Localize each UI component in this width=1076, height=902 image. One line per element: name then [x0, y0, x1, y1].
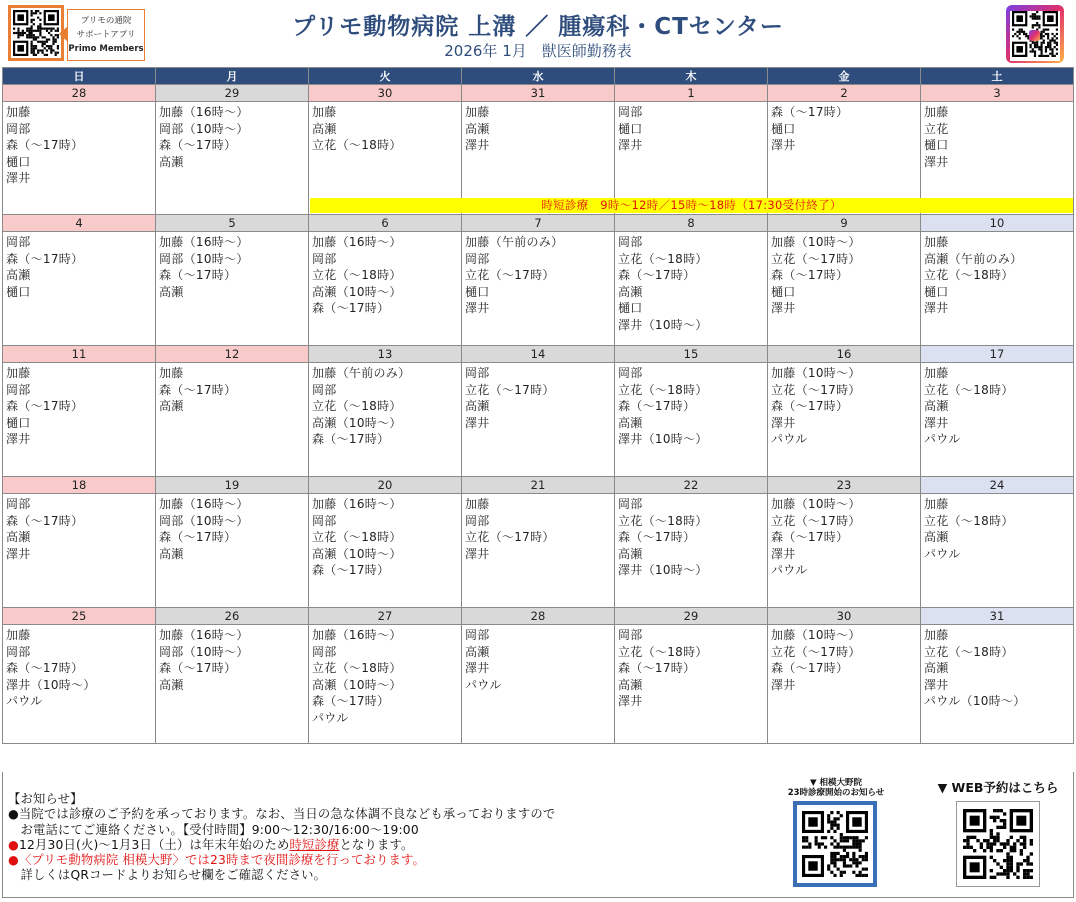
qr-code-icon: [13, 10, 59, 56]
night-clinic-notice: 〈プリモ動物病院 相模大野〉では23時まで夜間診療を行っております。: [18, 853, 426, 868]
weekday-header: 土: [921, 68, 1074, 85]
staff-cell: [615, 363, 768, 477]
staff-entry: 岡部: [618, 366, 643, 380]
weekday-header-row: [3, 68, 1074, 85]
staff-entry: 立花（〜18時）: [312, 530, 402, 544]
staff-cell: [156, 102, 309, 215]
date-cell: 29: [615, 608, 768, 625]
staff-entry: 澤井: [6, 432, 31, 446]
staff-entry: 立花（〜18時）: [924, 268, 1014, 282]
instagram-qr-code[interactable]: [1006, 5, 1064, 63]
staff-entry: 岡部（10時〜）: [159, 644, 249, 659]
staff-entry: 澤井: [924, 301, 949, 315]
staff-entry: 高瀬: [618, 415, 643, 430]
staff-entry: 澤井: [465, 301, 490, 315]
staff-entry: パウル: [771, 563, 808, 577]
staff-entry: 高瀬: [618, 284, 643, 299]
notice-heading: 【お知らせ】: [8, 792, 83, 806]
date-cell: 24: [921, 477, 1074, 494]
staff-cell: [3, 625, 156, 744]
staff-entry: 高瀬: [465, 399, 490, 413]
date-row: [3, 477, 1074, 494]
staff-entry: 樋口: [6, 284, 31, 299]
staff-entry: 加藤（16時〜）: [159, 105, 249, 119]
staff-row: [3, 625, 1074, 744]
staff-cell: [3, 102, 156, 215]
staff-entry: 加藤（16時〜）: [159, 497, 249, 511]
staff-entry: 岡部: [6, 644, 31, 659]
staff-entry: 加藤: [924, 366, 949, 380]
date-cell: 25: [3, 608, 156, 625]
staff-entry: 加藤: [159, 366, 184, 380]
staff-entry: 森（〜17時）: [618, 661, 696, 675]
staff-entry: 加藤（10時〜）: [771, 628, 861, 642]
weekday-header: 火: [309, 68, 462, 85]
web-booking-caption: ▼ WEB予約はこちら: [937, 780, 1059, 795]
staff-entry: 澤井: [771, 138, 796, 152]
date-cell: 3: [921, 85, 1074, 102]
date-cell: 13: [309, 346, 462, 363]
staff-entry: 樋口: [771, 284, 796, 299]
date-row: [3, 608, 1074, 625]
date-cell: 27: [309, 608, 462, 625]
staff-entry: 加藤（16時〜）: [312, 628, 402, 642]
staff-entry: 樋口: [465, 284, 490, 299]
date-cell: 31: [462, 85, 615, 102]
date-row: [3, 215, 1074, 232]
date-cell: 28: [3, 85, 156, 102]
staff-entry: 森（〜17時）: [771, 105, 849, 119]
staff-cell: [309, 232, 462, 346]
staff-cell: [615, 494, 768, 608]
date-cell: 28: [462, 608, 615, 625]
staff-entry: 森（〜17時）: [159, 138, 237, 152]
notice-line: 詳しくはQRコードよりお知らせ欄をご確認ください。: [8, 868, 327, 883]
staff-entry: 加藤（午前のみ）: [312, 366, 411, 380]
staff-entry: 岡部: [618, 105, 643, 119]
staff-entry: 高瀬: [618, 546, 643, 561]
staff-entry: 森（〜17時）: [618, 399, 696, 413]
staff-cell: [3, 363, 156, 477]
staff-entry: 岡部: [465, 628, 490, 642]
staff-cell: [921, 232, 1074, 346]
date-cell: 22: [615, 477, 768, 494]
date-cell: 23: [768, 477, 921, 494]
staff-entry: 高瀬（10時〜）: [312, 546, 402, 561]
instagram-icon: [1029, 30, 1040, 41]
staff-entry: 樋口: [6, 154, 31, 169]
date-cell: 26: [156, 608, 309, 625]
date-cell: 1: [615, 85, 768, 102]
staff-entry: 高瀬: [6, 268, 31, 282]
weekday-header: 木: [615, 68, 768, 85]
staff-entry: 森（〜17時）: [6, 661, 84, 675]
sagami-qr-code[interactable]: [793, 801, 877, 887]
staff-entry: 森（〜17時）: [159, 661, 237, 675]
date-cell: 10: [921, 215, 1074, 232]
date-cell: 30: [768, 608, 921, 625]
bullet: ●: [8, 853, 19, 868]
staff-entry: 岡部（10時〜）: [159, 121, 249, 136]
staff-entry: 岡部（10時〜）: [159, 513, 249, 528]
staff-entry: 澤井（10時〜）: [6, 677, 96, 692]
staff-entry: 加藤: [6, 105, 31, 119]
date-cell: 29: [156, 85, 309, 102]
date-cell: 20: [309, 477, 462, 494]
date-cell: 11: [3, 346, 156, 363]
weekday-header: 金: [768, 68, 921, 85]
staff-entry: 森（〜17時）: [6, 513, 84, 528]
date-cell: 7: [462, 215, 615, 232]
date-cell: 30: [309, 85, 462, 102]
staff-cell: [156, 625, 309, 744]
app-label: [67, 9, 145, 61]
staff-entry: パウル: [771, 432, 808, 446]
sagami-caption-line2: 23時診療開始のお知らせ: [787, 788, 885, 798]
staff-entry: 森（〜17時）: [6, 251, 84, 266]
staff-entry: 森（〜17時）: [771, 399, 849, 413]
staff-cell: [309, 625, 462, 744]
staff-entry: 立花（〜18時）: [618, 513, 708, 528]
staff-entry: 高瀬: [159, 677, 184, 692]
staff-entry: 立花: [924, 121, 949, 136]
staff-entry: 高瀬: [312, 121, 337, 136]
staff-entry: 加藤（午前のみ）: [465, 235, 564, 249]
staff-entry: パウル: [465, 677, 502, 692]
sagami-qr-caption: [776, 778, 896, 798]
staff-entry: 澤井: [6, 546, 31, 561]
staff-cell: [768, 494, 921, 608]
staff-entry: 高瀬: [465, 121, 490, 136]
app-label-line3: Primo Members: [68, 44, 144, 54]
date-cell: 8: [615, 215, 768, 232]
duty-calendar: [2, 67, 1074, 744]
staff-entry: 樋口: [6, 415, 31, 430]
staff-entry: 加藤: [924, 105, 949, 119]
staff-entry: 樋口: [924, 284, 949, 299]
staff-entry: 加藤: [924, 497, 949, 511]
staff-cell: [462, 232, 615, 346]
staff-entry: 立花（〜17時）: [771, 644, 861, 659]
staff-entry: 高瀬: [6, 530, 31, 544]
date-cell: 2: [768, 85, 921, 102]
staff-cell: [921, 494, 1074, 608]
staff-entry: 岡部: [618, 628, 643, 642]
staff-entry: 澤井: [924, 677, 949, 692]
staff-entry: 高瀬: [618, 677, 643, 692]
staff-entry: 澤井（10時〜）: [618, 432, 708, 446]
staff-entry: 立花（〜17時）: [771, 382, 861, 397]
staff-entry: 立花（〜18時）: [312, 661, 402, 675]
staff-entry: 立花（〜18時）: [924, 644, 1014, 659]
staff-entry: 澤井: [924, 154, 949, 169]
staff-cell: [768, 625, 921, 744]
staff-entry: 澤井（10時〜）: [618, 563, 708, 577]
staff-entry: 加藤（16時〜）: [159, 628, 249, 642]
qr-code-icon: [802, 811, 868, 877]
staff-entry: 岡部: [6, 497, 31, 511]
staff-entry: パウル: [924, 546, 961, 561]
staff-entry: 高瀬: [159, 399, 184, 413]
staff-entry: 澤井: [618, 694, 643, 708]
weekday-header: 日: [3, 68, 156, 85]
staff-entry: 立花（〜17時）: [771, 513, 861, 528]
staff-entry: 高瀬: [465, 644, 490, 659]
staff-entry: 立花（〜18時）: [924, 382, 1014, 397]
staff-cell: [3, 494, 156, 608]
staff-entry: 高瀬: [924, 661, 949, 675]
staff-cell: [462, 363, 615, 477]
staff-entry: 岡部: [465, 513, 490, 528]
staff-entry: 澤井: [465, 415, 490, 430]
date-row: [3, 346, 1074, 363]
staff-entry: 岡部: [312, 251, 337, 266]
page-title: プリモ動物病院 上溝 ／ 腫瘍科・CTセンター: [292, 14, 784, 40]
staff-entry: 高瀬: [159, 546, 184, 561]
app-qr-code[interactable]: [8, 5, 64, 61]
staff-entry: 岡部: [618, 497, 643, 511]
app-label-line1: プリモの通院: [80, 16, 132, 26]
date-cell: 15: [615, 346, 768, 363]
staff-cell: [309, 363, 462, 477]
staff-entry: 岡部: [312, 644, 337, 659]
staff-entry: 加藤: [465, 105, 490, 119]
staff-entry: 森（〜17時）: [312, 694, 390, 708]
staff-entry: 加藤（10時〜）: [771, 366, 861, 380]
staff-entry: 立花（〜18時）: [924, 513, 1014, 528]
staff-entry: 森（〜17時）: [159, 530, 237, 544]
staff-entry: 加藤: [6, 628, 31, 642]
staff-entry: 高瀬: [159, 284, 184, 299]
notice-line: ●当院では診療のご予約を承っております。なお、当日の急な体調不良なども承っておりますので: [8, 807, 556, 822]
staff-cell: [462, 625, 615, 744]
staff-entry: 高瀬: [924, 530, 949, 544]
staff-entry: 立花（〜17時）: [771, 251, 861, 266]
staff-entry: 加藤（10時〜）: [771, 497, 861, 511]
staff-row: [3, 494, 1074, 608]
notice-line: [8, 838, 555, 853]
staff-cell: [156, 232, 309, 346]
staff-cell: [768, 363, 921, 477]
date-cell: 21: [462, 477, 615, 494]
staff-entry: 岡部: [6, 235, 31, 249]
staff-entry: 高瀬: [924, 399, 949, 413]
page-subtitle: 2026年 1月 獣医師勤務表: [444, 42, 632, 60]
staff-entry: 岡部: [618, 235, 643, 249]
app-label-line2: サポートアプリ: [76, 30, 136, 40]
date-cell: 4: [3, 215, 156, 232]
staff-entry: 加藤（10時〜）: [771, 235, 861, 249]
staff-entry: 立花（〜17時）: [465, 268, 555, 282]
staff-entry: 立花（〜18時）: [618, 644, 708, 659]
staff-cell: [3, 232, 156, 346]
staff-entry: 高瀬（午前のみ）: [924, 251, 1023, 266]
weekday-header: 月: [156, 68, 309, 85]
staff-entry: 岡部: [6, 382, 31, 397]
staff-entry: 澤井: [771, 677, 796, 692]
staff-cell: [462, 494, 615, 608]
staff-entry: 樋口: [618, 301, 643, 315]
qr-code-icon: [963, 809, 1033, 879]
staff-entry: パウル: [312, 710, 349, 725]
staff-entry: 岡部: [6, 121, 31, 136]
notice-line: [8, 853, 555, 868]
staff-cell: [309, 494, 462, 608]
staff-entry: 森（〜17時）: [618, 268, 696, 282]
date-cell: 19: [156, 477, 309, 494]
staff-entry: 加藤（16時〜）: [159, 235, 249, 249]
date-cell: 17: [921, 346, 1074, 363]
date-row: [3, 85, 1074, 102]
staff-entry: 立花（〜17時）: [465, 382, 555, 397]
date-cell: 6: [309, 215, 462, 232]
staff-entry: 森（〜17時）: [312, 432, 390, 446]
staff-entry: 加藤: [924, 235, 949, 249]
staff-entry: 立花（〜18時）: [618, 251, 708, 266]
short-hours-banner: 時短診療 9時〜12時／15時〜18時（17:30受付終了）: [310, 198, 1073, 213]
bullet: ●: [8, 837, 19, 852]
staff-entry: 森（〜17時）: [6, 399, 84, 413]
staff-cell: [921, 625, 1074, 744]
staff-entry: 樋口: [618, 121, 643, 136]
staff-entry: パウル: [6, 694, 43, 708]
staff-entry: 樋口: [771, 121, 796, 136]
staff-entry: 森（〜17時）: [618, 530, 696, 544]
staff-entry: 森（〜17時）: [771, 661, 849, 675]
date-cell: 14: [462, 346, 615, 363]
weekday-header: 水: [462, 68, 615, 85]
notice-text: となります。: [339, 837, 414, 852]
staff-entry: 岡部: [465, 366, 490, 380]
staff-entry: 高瀬（10時〜）: [312, 415, 402, 430]
staff-cell: [615, 232, 768, 346]
staff-entry: 澤井: [6, 171, 31, 185]
staff-cell: [156, 363, 309, 477]
date-cell: 5: [156, 215, 309, 232]
sagami-caption-line1: ▼ 相模大野院: [810, 778, 862, 788]
date-cell: 16: [768, 346, 921, 363]
staff-entry: 高瀬: [159, 154, 184, 169]
staff-entry: 立花（〜18時）: [618, 382, 708, 397]
staff-entry: 澤井: [465, 661, 490, 675]
staff-cell: [768, 232, 921, 346]
staff-entry: パウル: [924, 432, 961, 446]
date-cell: 18: [3, 477, 156, 494]
staff-entry: 澤井: [771, 301, 796, 315]
staff-entry: 立花（〜18時）: [312, 138, 402, 152]
date-cell: 9: [768, 215, 921, 232]
web-booking-qr-code[interactable]: [956, 801, 1040, 887]
staff-entry: 森（〜17時）: [159, 382, 237, 397]
staff-cell: [615, 625, 768, 744]
staff-entry: 森（〜17時）: [312, 563, 390, 577]
staff-entry: 加藤: [6, 366, 31, 380]
staff-entry: 森（〜17時）: [771, 530, 849, 544]
staff-entry: 加藤（16時〜）: [312, 235, 402, 249]
staff-entry: 岡部（10時〜）: [159, 251, 249, 266]
staff-entry: 澤井: [771, 546, 796, 561]
staff-entry: 澤井: [618, 138, 643, 152]
staff-entry: 加藤（16時〜）: [312, 497, 402, 511]
staff-entry: 加藤: [312, 105, 337, 119]
staff-entry: 加藤: [465, 497, 490, 511]
notice-line: お電話にてご連絡ください。【受付時間】9:00〜12:30/16:00〜19:00: [8, 822, 419, 837]
staff-entry: 澤井: [771, 415, 796, 430]
staff-entry: 森（〜17時）: [6, 138, 84, 152]
notice-text: 12月30日(火)〜1月3日（土）は年末年始のため: [18, 837, 290, 852]
staff-entry: 森（〜17時）: [159, 268, 237, 282]
staff-entry: パウル（10時〜）: [924, 694, 1026, 708]
staff-entry: 岡部: [465, 251, 490, 266]
staff-entry: 澤井（10時〜）: [618, 317, 708, 332]
staff-entry: 高瀬（10時〜）: [312, 677, 402, 692]
staff-entry: 森（〜17時）: [312, 301, 390, 315]
staff-entry: 澤井: [465, 138, 490, 152]
staff-entry: 岡部: [312, 382, 337, 397]
date-cell: 31: [921, 608, 1074, 625]
short-hours-emphasis: 時短診療: [289, 837, 340, 852]
notice-block: [8, 792, 555, 884]
staff-cell: [921, 363, 1074, 477]
staff-entry: 澤井: [465, 546, 490, 561]
staff-entry: 立花（〜18時）: [312, 399, 402, 413]
staff-entry: 立花（〜17時）: [465, 530, 555, 544]
staff-entry: 高瀬（10時〜）: [312, 284, 402, 299]
date-cell: 12: [156, 346, 309, 363]
staff-entry: 森（〜17時）: [771, 268, 849, 282]
staff-entry: 澤井: [924, 415, 949, 430]
staff-row: [3, 232, 1074, 346]
staff-entry: 立花（〜18時）: [312, 268, 402, 282]
staff-entry: 加藤: [924, 628, 949, 642]
staff-row: [3, 363, 1074, 477]
staff-entry: 岡部: [312, 513, 337, 528]
staff-cell: [156, 494, 309, 608]
staff-entry: 樋口: [924, 138, 949, 152]
